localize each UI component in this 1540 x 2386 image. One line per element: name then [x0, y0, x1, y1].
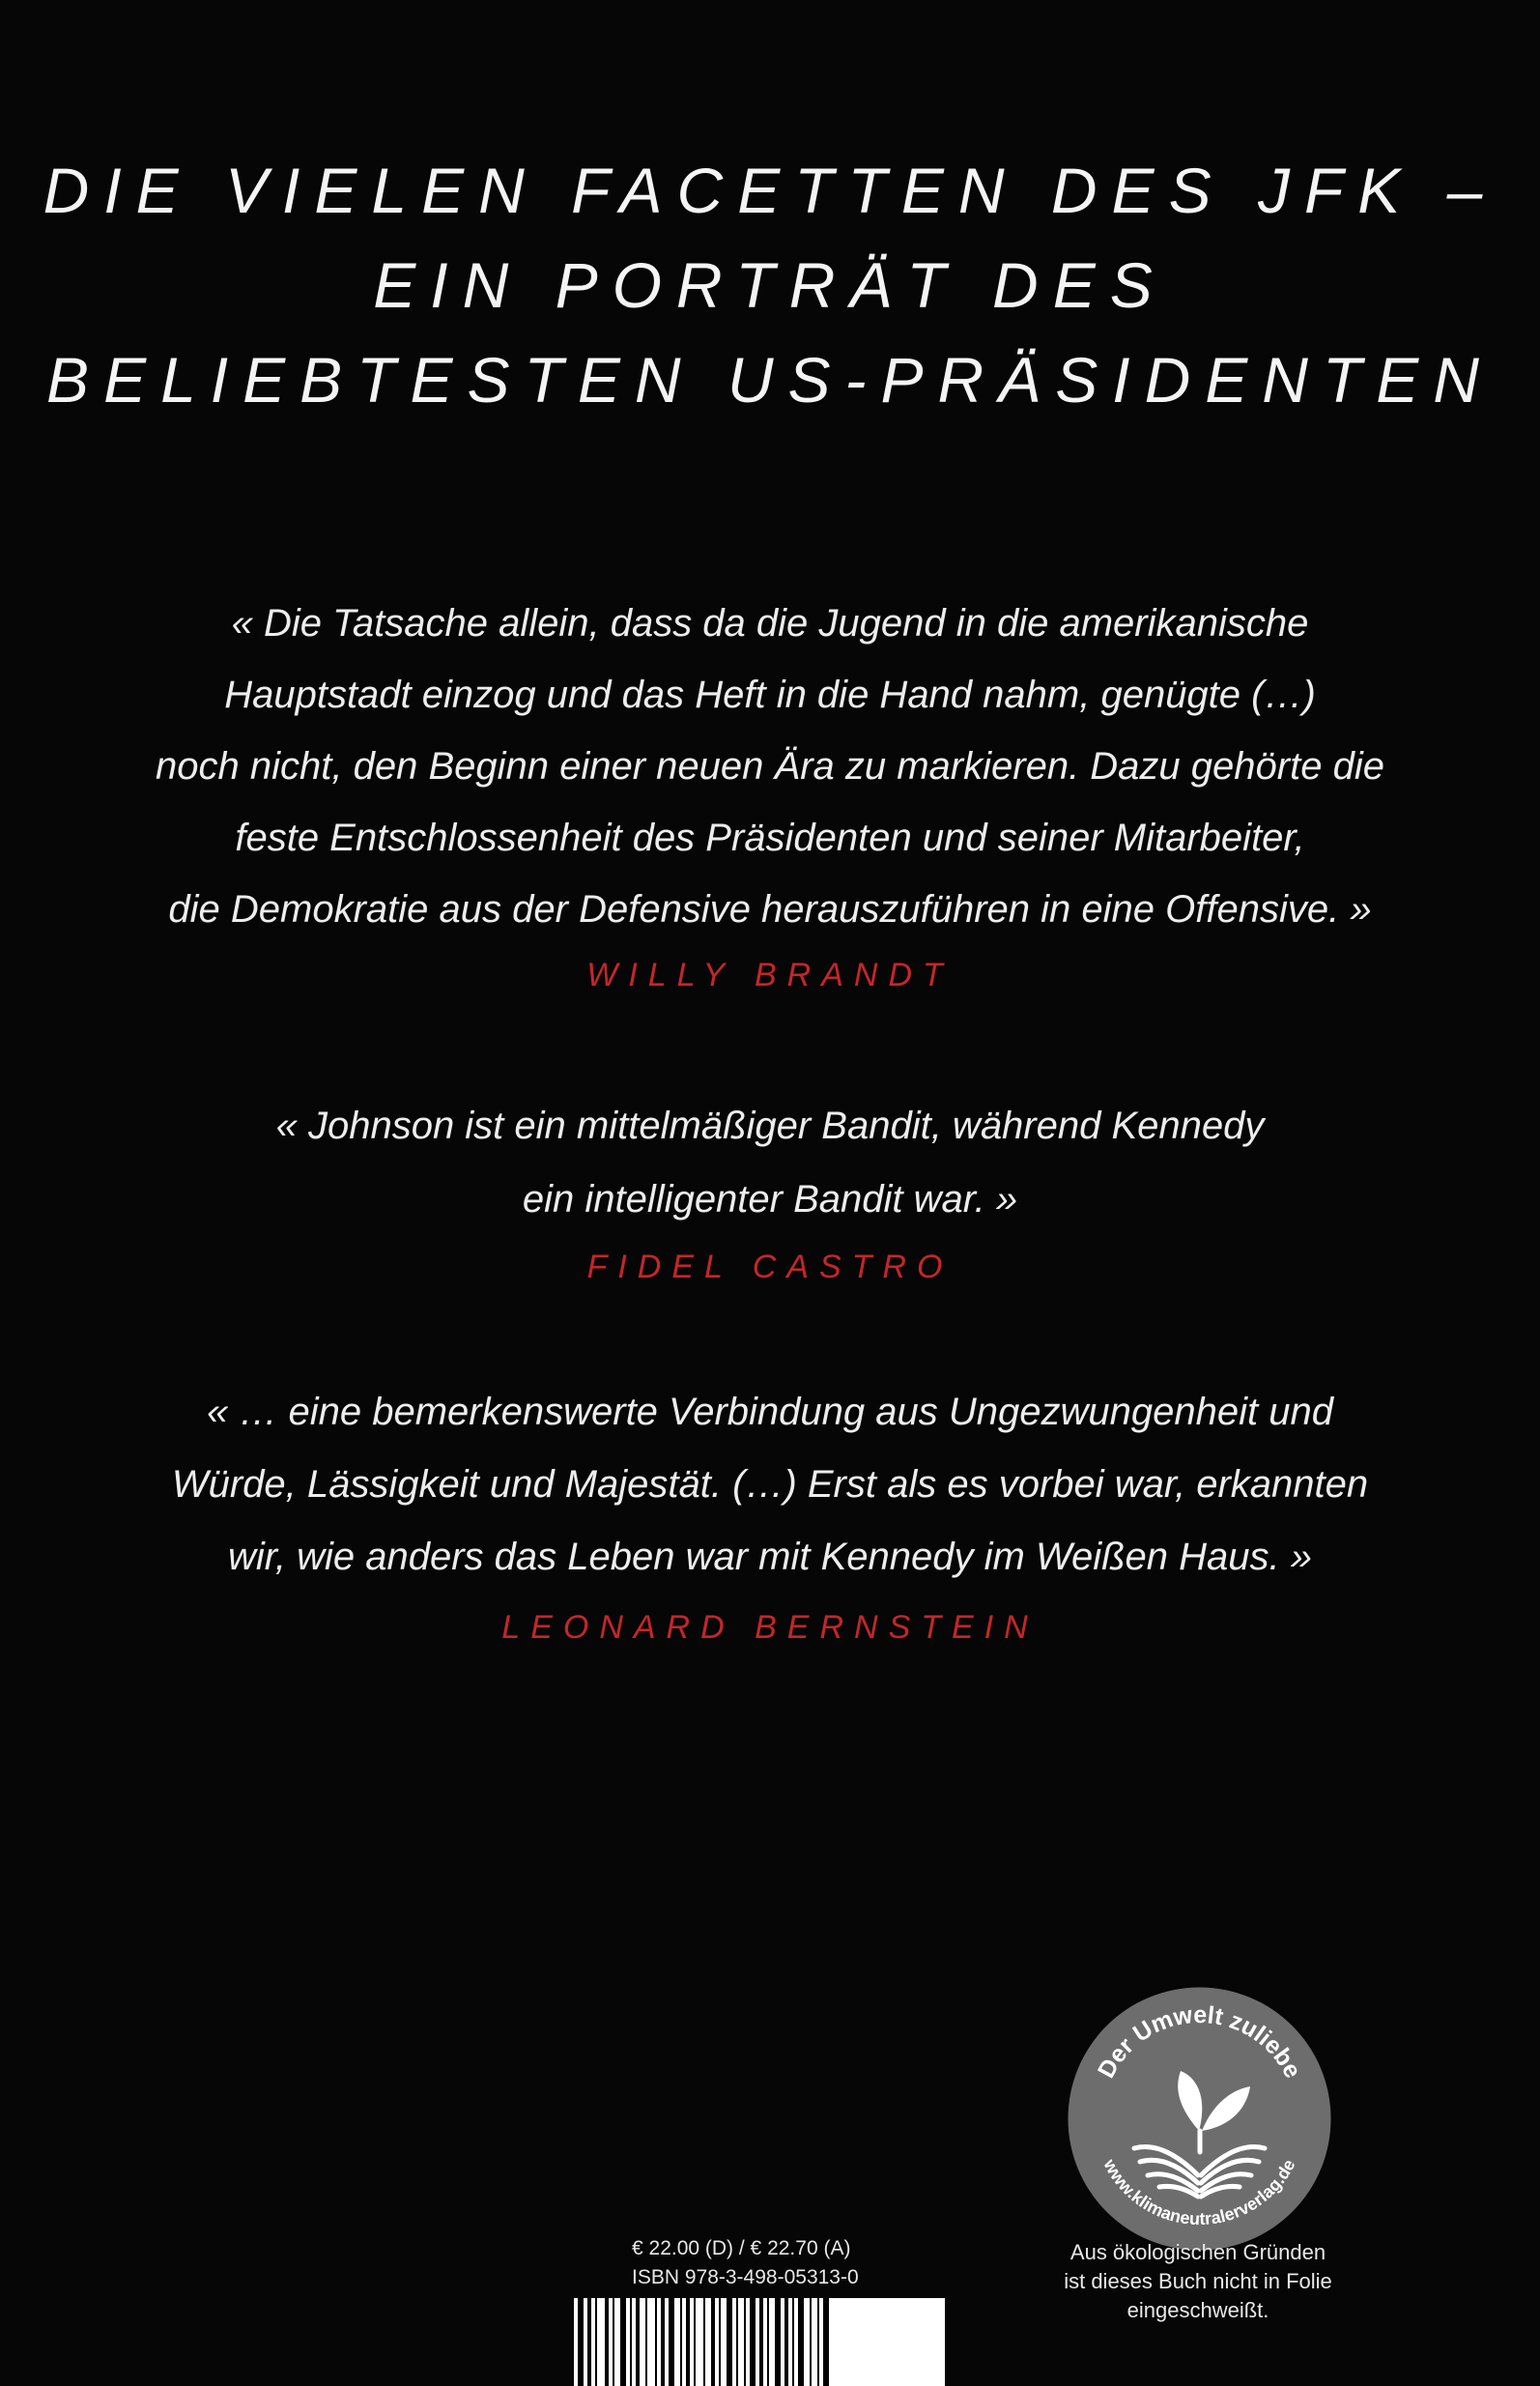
barcode-bar: [798, 2298, 804, 2386]
barcode-bar: [792, 2298, 794, 2386]
barcode-bar: [605, 2298, 609, 2386]
barcode-bar: [661, 2298, 665, 2386]
eco-note-line: Aus ökologischen Gründen: [1069, 2240, 1326, 2264]
barcode-bar: [703, 2298, 705, 2386]
quote-line: « Die Tatsache allein, dass da die Jugend in die amerikanische: [231, 602, 1309, 645]
eco-note-line: ist dieses Buch nicht in Folie: [1064, 2269, 1332, 2293]
price-text: € 22.00 (D) / € 22.70 (A): [632, 2237, 851, 2259]
barcode-bar: [759, 2298, 763, 2386]
barcode-bar: [727, 2298, 732, 2386]
barcode-bar: [784, 2298, 788, 2386]
barcode-bar: [711, 2298, 715, 2386]
barcode-bar: [817, 2298, 819, 2386]
eco-note-line: eingeschweißt.: [1126, 2298, 1269, 2322]
barcode-bar: [669, 2298, 674, 2386]
barcode-bar: [636, 2298, 640, 2386]
barcode-bar: [823, 2298, 829, 2386]
quote-line: noch nicht, den Beginn einer neuen Ära zu markieren. Dazu gehörte die: [156, 745, 1384, 788]
barcode-bar: [750, 2298, 756, 2386]
headline-line-2: EIN PORTRÄT DES: [373, 249, 1167, 321]
quote-author-willy-brandt: WILLY BRANDT: [586, 957, 954, 993]
barcode-bar: [645, 2298, 647, 2386]
barcode-bar: [578, 2298, 584, 2386]
barcode-bar: [736, 2298, 738, 2386]
barcode-bar: [595, 2298, 597, 2386]
isbn-text: ISBN 978-3-498-05313-0: [632, 2266, 859, 2288]
barcode-bar: [680, 2298, 682, 2386]
barcode-bar: [775, 2298, 781, 2386]
eco-badge: [1067, 1986, 1332, 2252]
barcode: [574, 2298, 945, 2386]
eco-note: [1034, 2238, 1362, 2325]
quote-line: Würde, Lässigkeit und Majestät. (…) Erst als es vorbei war, erkannten: [171, 1463, 1369, 1506]
barcode-bar: [810, 2298, 812, 2386]
barcode-bar: [587, 2298, 591, 2386]
barcode-bar: [686, 2298, 690, 2386]
headline: [0, 143, 1540, 427]
quote-author-leonard-bernstein: LEONARD BERNSTEIN: [501, 1609, 1039, 1646]
headline-line-1: DIE VIELEN FACETTEN DES JFK –: [43, 155, 1497, 226]
quote-fidel-castro: [0, 1089, 1540, 1236]
quote-line: wir, wie anders das Leben war mit Kennedy im Weißen Haus. »: [227, 1536, 1312, 1578]
barcode-bar: [630, 2298, 632, 2386]
barcode-bar: [620, 2298, 626, 2386]
barcode-bar: [719, 2298, 721, 2386]
quote-line: die Demokratie aus der Defensive herauszuführen in eine Offensive. »: [168, 888, 1372, 931]
barcode-bar: [655, 2298, 657, 2386]
barcode-bar: [694, 2298, 696, 2386]
barcode-bar: [744, 2298, 746, 2386]
barcode-bar: [613, 2298, 614, 2386]
badge-bottom-text: www.klimaneutralerverlag.de: [1099, 2156, 1299, 2229]
quote-willy-brandt: [0, 588, 1540, 945]
quote-line: ein intelligenter Bandit war. »: [522, 1178, 1018, 1221]
quote-line: « Johnson ist ein mittelmäßiger Bandit, während Kennedy: [275, 1105, 1265, 1147]
barcode-bar: [767, 2298, 769, 2386]
quote-leonard-bernstein: [0, 1376, 1540, 1594]
badge-top-text: Der Umwelt zuliebe: [1092, 2000, 1307, 2084]
quote-line: « … eine bemerkenswerte Verbindung aus Ungezwungenheit und: [207, 1391, 1333, 1433]
price-block: [632, 2234, 859, 2292]
quote-line: feste Entschlossenheit des Präsidenten und seiner Mitarbeiter,: [235, 817, 1305, 859]
headline-line-3: BELIEBTESTEN US-PRÄSIDENTEN: [46, 344, 1494, 416]
quote-line: Hauptstadt einzog und das Heft in die Hand nahm, genügte (…): [224, 674, 1316, 716]
quote-author-fidel-castro: FIDEL CASTRO: [586, 1249, 954, 1285]
